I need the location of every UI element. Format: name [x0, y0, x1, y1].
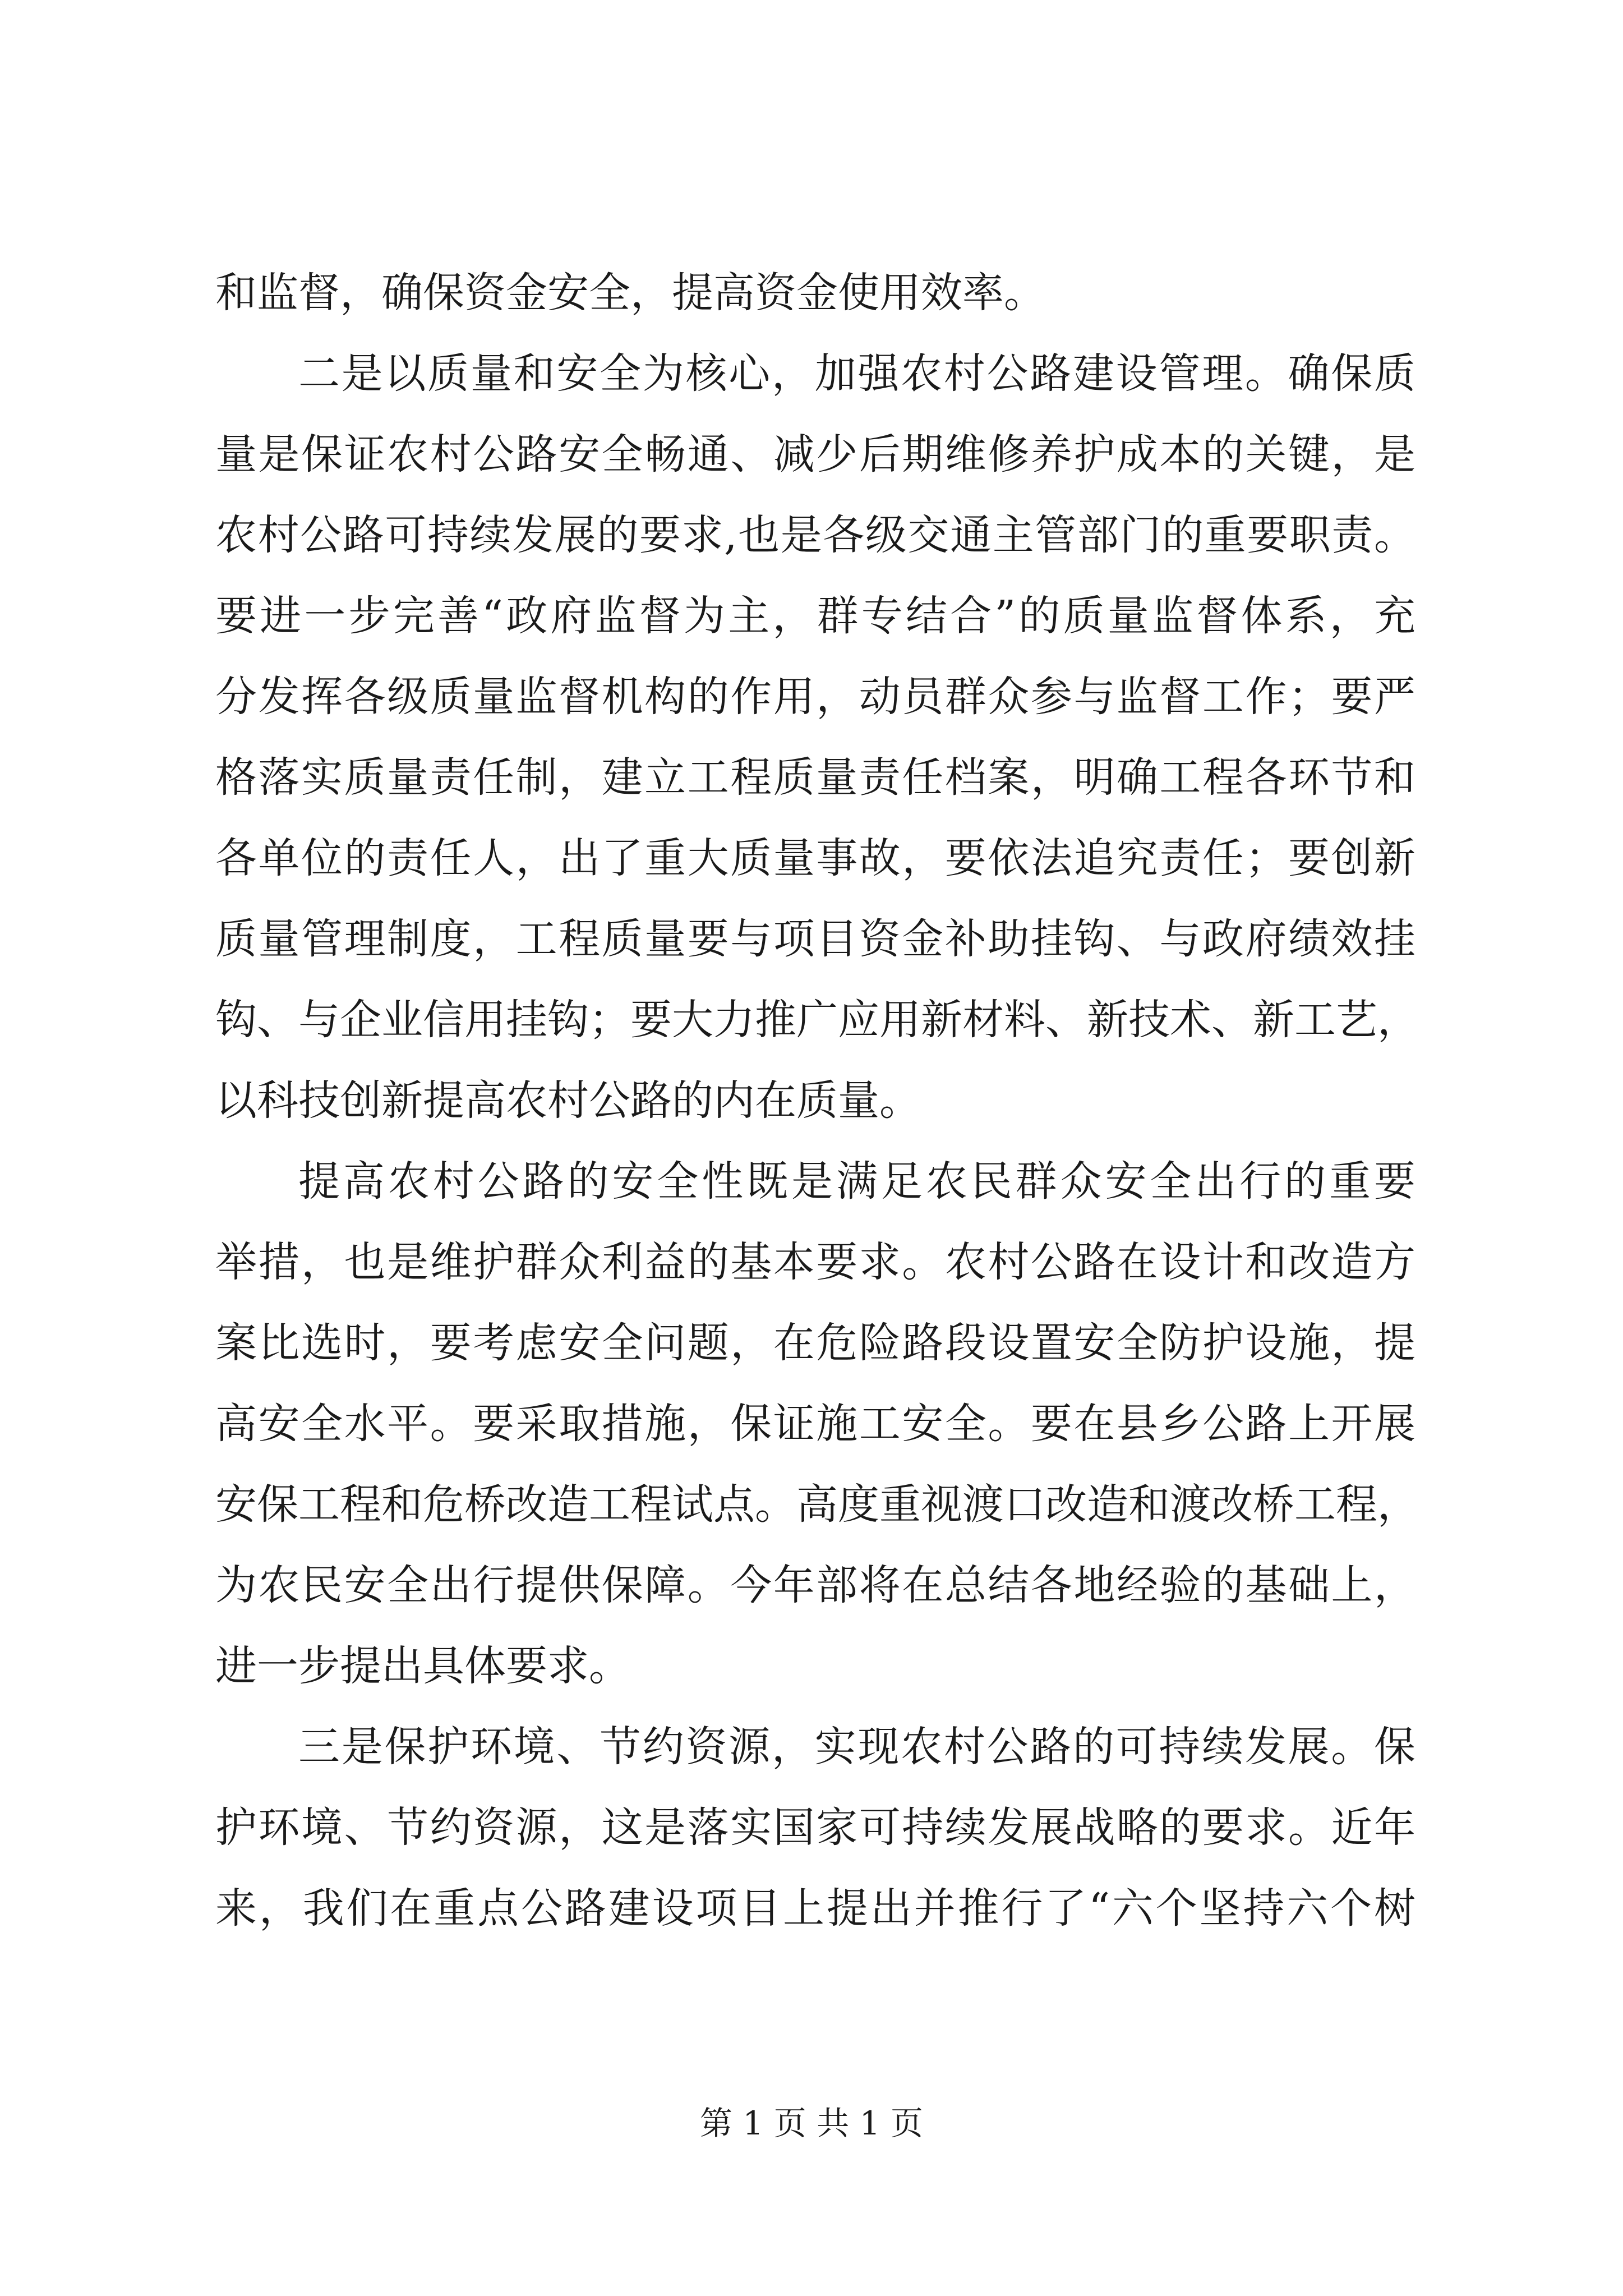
text-line: 分发挥各级质量监督机构的作用，动员群众参与监督工作；要严 [215, 673, 1415, 721]
text-line: 和监督，确保资金安全，提高资金使用效率。 [215, 269, 1045, 317]
text-line: 进一步提出具体要求。 [215, 1642, 630, 1690]
text-line: 举措，也是维护群众利益的基本要求。农村公路在设计和改造方 [215, 1238, 1415, 1286]
text-line: 为农民安全出行提供保障。今年部将在总结各地经验的基础上， [215, 1561, 1415, 1609]
text-line: 量是保证农村公路安全畅通、减少后期维修养护成本的关键，是 [215, 430, 1415, 478]
body-text [215, 252, 1419, 1949]
text-line: 钩、与企业信用挂钩；要大力推广应用新材料、新技术、新工艺， [215, 996, 1419, 1044]
page-footer [0, 2101, 1623, 2146]
text-line: 高安全水平。要采取措施，保证施工安全。要在县乡公路上开展 [215, 1400, 1415, 1448]
page-number-label: 第 1 页 共 1 页 [700, 2104, 923, 2142]
text-line: 来，我们在重点公路建设项目上提出并推行了“六个坚持六个树 [215, 1884, 1415, 1932]
text-line: 以科技创新提高农村公路的内在质量。 [215, 1076, 921, 1125]
text-line: 提高农村公路的安全性既是满足农民群众安全出行的重要 [298, 1157, 1415, 1205]
text-line: 护环境、节约资源，这是落实国家可持续发展战略的要求。近年 [215, 1803, 1415, 1852]
text-line: 案比选时，要考虑安全问题，在危险路段设置安全防护设施，提 [215, 1319, 1415, 1367]
text-line: 格落实质量责任制，建立工程质量责任档案，明确工程各环节和 [215, 753, 1415, 802]
text-line: 农村公路可持续发展的要求,也是各级交通主管部门的重要职责。 [215, 511, 1415, 559]
text-line: 二是以质量和安全为核心，加强农村公路建设管理。确保质 [298, 349, 1415, 398]
text-line: 安保工程和危桥改造工程试点。高度重视渡口改造和渡改桥工程， [215, 1480, 1419, 1529]
text-line: 要进一步完善“政府监督为主，群专结合”的质量监督体系，充 [215, 592, 1415, 640]
text-line: 质量管理制度，工程质量要与项目资金补助挂钩、与政府绩效挂 [215, 915, 1415, 963]
text-line: 各单位的责任人，出了重大质量事故，要依法追究责任；要创新 [215, 834, 1415, 882]
text-line: 三是保护环境、节约资源，实现农村公路的可持续发展。保 [298, 1723, 1415, 1771]
